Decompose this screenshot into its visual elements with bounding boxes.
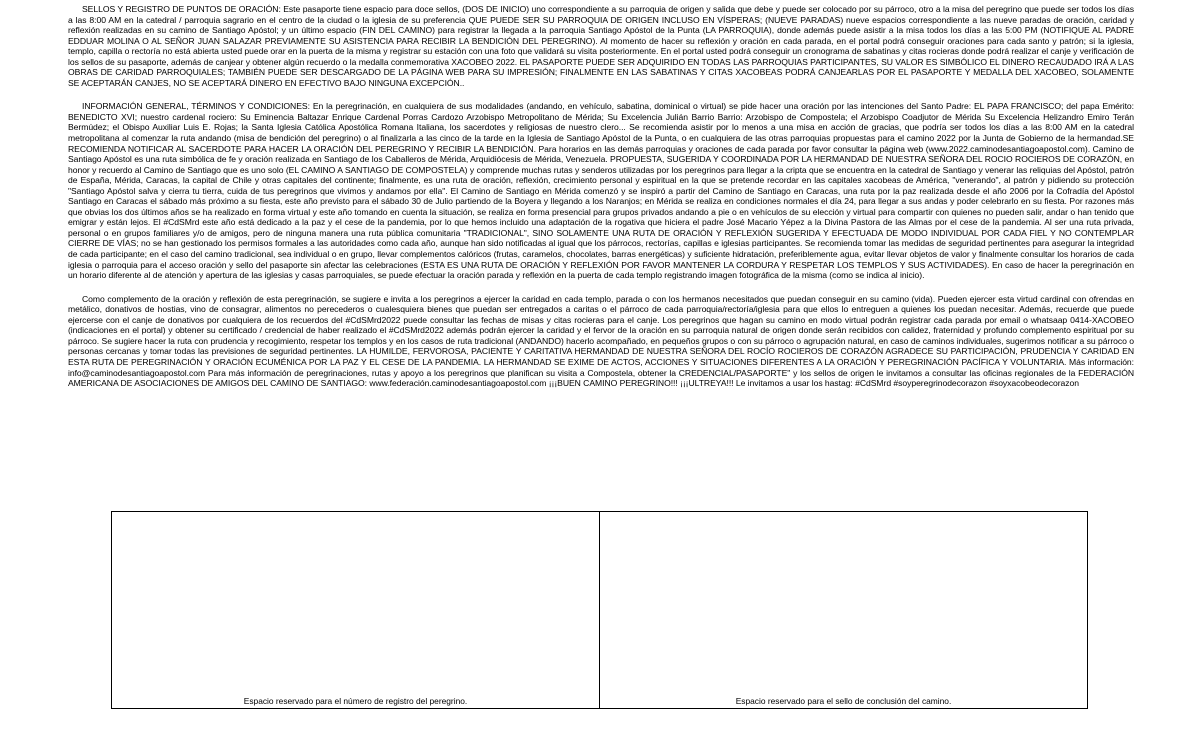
completion-stamp-box: [600, 512, 1087, 708]
registration-number-box: [112, 512, 600, 708]
reserved-boxes: [111, 511, 1088, 709]
document-body: [68, 4, 1134, 402]
paragraph-general-info: INFORMACIÓN GENERAL, TÉRMINOS Y CONDICIONES: En la peregrinación, en cualquiera de sus modalidades (andando, en vehículo, sabatina, dominical o virtual) se pide hacer una oración por las intenciones del Santo Padre: EL PAPA FRANCISCO; del papa Emérito: BENEDICTO XVI; nuestro cardenal rociero: Su Eminencia Baltazar Enrique Cardenal Porras Cardozo Arzobispo Metropolitano de Mérida; Su Excelencia Julián Barrio Barrio: Arzobispo de Compostela; el Arzobispo Coadjutor de Mérida Su Excelencia Helizandro Emiro Terán Bermúdez; el Obispo Auxiliar Luis E. Rojas; la Santa Iglesia Católica Apostólica Romana Italiana, los sacerdotes y religiosas de nuestro clero... Se recomienda asistir por lo menos a una misa en acción de gracias, que podría ser todos los días a las 8:00 AM en la catedral metropolitana al comenzar la ruta andando (misa de bendición del peregrino) o al finalizarla a las cinco de la tarde en la Iglesia de Santiago Apóstol de la Punta, o en cualquiera de las otras parroquias propuestas para el camino 2022 por la Junta de Gobierno de la hermandad.SE RECOMIENDA NOTIFICAR AL SACERDOTE PARA HACER LA ORACIÓN DEL PEREGRINO Y RECIBIR LA BENDICIÓN. Para horarios en las demás parroquias y oraciones de cada parada por favor consultar la página web (www.2022.caminodesantiagoapostol.com). Camino de Santiago Apóstol es una ruta simbólica de fe y oración realizada en Santiago de los Caballeros de Mérida, Arquidiócesis de Mérida, Venezuela. PROPUESTA, SUGERIDA Y COORDINADA POR LA HERMANDAD DE NUESTRA SEÑORA DEL ROCIO ROCIEROS DE CORAZÓN, en honor y recuerdo al Camino de Santiago que es uno solo (EL CAMINO A SANTIAGO DE COMPOSTELA) y comprende muchas rutas y senderos utilizadas por los peregrinos para llegar a la cripta que se encuentra en la catedral de Santiago y venerar las reliquias del Apóstol, patrón de España, Mérida, Caracas, la capital de Chile y otras capitales del continente; finalmente, es una ruta de oración, reflexión, crecimiento personal y espiritual en la que se pretende recordar en las capitales xacobeas de América, "venerando", al patrón y pidiendo su protección "Santiago Apóstol salva y cierra tu tierra, cuida de tus peregrinos que vivimos y andamos por ella". El Camino de Santiago en Mérida comenzó y se inspiró a partir del Camino de Santiago en Caracas, una ruta por la paz realizada desde el año 2006 por la Cofradía del Apóstol Santiago en Caracas el sábado más próximo a su fiesta, este año previsto para el sábado 30 de Julio partiendo de la Boyera y llegando a los Naranjos; en Mérida se realiza en condiciones normales el día 24, para llegar a sus andas y poder celebrarlo en su fiesta. Por razones más que obvias los dos últimos años se ha realizado en forma virtual y este año tomando en cuenta la situación, se realiza en forma presencial para grupos privados andando a pie o en vehículos de su elección y virtual para compartir con quienes no pueden salir, andar o han tenido que emigrar y están lejos. El #CdSMrd este año está dedicado a la paz y el cese de la pandemia, por lo que hemos incluido una adaptación de la rogativa que hiciera el padre José Macario Yépez a la Divina Pastora de las Almas por el cese de la pandemia. Al ser una ruta privada, personal o en grupos familiares y/o de amigos, pero de ninguna manera una ruta pública comunitaria "TRADICIONAL", SINO SOLAMENTE UNA RUTA DE ORACIÓN Y REFLEXIÓN SUGERIDA Y EFECTUADA DE MODO INDIVIDUAL POR CADA FIEL Y NO CONTEMPLAR CIERRE DE VÍAS; no se han gestionado los permisos formales a las autoridades como cada año, aunque han sido notificadas al igual que los párrocos, rectorías, capillas e iglesias participantes. Se recomienda tomar las medidas de seguridad pertinentes para asegurar la integridad de cada participante; en el caso del camino tradicional, sea individual o en grupo, llevar complementos calóricos (frutas, caramelos, chocolates, barras energéticas) y suficiente hidratación, preferiblemente agua, evitar llevar objetos de valor y finalmente consultar los horarios de cada iglesia o parroquia para el acceso oración y sello del pasaporte sin afectar las celebraciones (ESTA ES UNA RUTA DE ORACIÓN Y REFLEXIÓN POR FAVOR MANTENER LA CORDURA Y RESPETAR LOS TEMPLOS Y SUS ACTIVIDADES). En caso de hacer la peregrinación en un horario diferente al de atención y apertura de las iglesias y casas parroquiales, se puede efectuar la oración parada y reflexión en la puerta de cada templo registrando imagen fotográfica de la misma (como se indica al inicio).: [68, 101, 1134, 281]
completion-stamp-caption: Espacio reservado para el sello de conclusión del camino.: [735, 696, 952, 706]
registration-number-caption: Espacio reservado para el número de registro del peregrino.: [243, 696, 468, 706]
paragraph-charity: Como complemento de la oración y reflexión de esta peregrinación, se sugiere e invita a los peregrinos a ejercer la caridad en cada templo, parada o con los hermanos necesitados que puedan conseguir en su camino (vida). Pueden ejercer esta virtud cardinal con ofrendas en metálico, donativos de hostias, vino de consagrar, alimentos no perecederos o cualesquiera bienes que puedan ser entregados a caritas o el párroco de cada parroquia/rectoría/iglesia para que ellos lo entreguen a quienes los puedan necesitar. Además, recuerde que puede ejercerse con el canje de donativos por cualquiera de los recuerdos del #CdSMrd2022 puede consultar las fechas de misas y citas rocieras para el canje. Los peregrinos que hagan su camino en modo virtual podrán registrar cada parada por email o whatsaap 0414-XACOBEO (indicaciones en el portal) y obtener su certificado / credencial de haber realizado el #CdSMrd2022 además podrán ejercer la caridad y el fervor de la oración en su parroquia natural de origen donde serán recibidos con calidez, fraternidad y profundo complemento espiritual por su párroco. Se sugiere hacer la ruta con prudencia y recogimiento, respetar los templos y en los casos de ruta tradicional (ANDANDO) hacerlo acompañado, en pequeños grupos o con su párroco o agrupación natural, en caso de caminos individuales, sugerimos notificar a su párroco o personas cercanas y tomar todas las previsiones de seguridad pertinentes. LA HUMILDE, FERVOROSA, PACIENTE Y CARITATIVA HERMANDAD DE NUESTRA SEÑORA DEL ROCÍO ROCIEROS DE CORAZÓN AGRADECE SU PARTICIPACIÓN, PRUDENCIA Y CARIDAD EN ESTA RUTA DE PEREGRINACIÓN Y ORACIÓN ECUMÉNICA POR LA PAZ Y EL CESE DE LA PANDEMIA. LA HERMANDAD SE EXIME DE ACTOS, ACCIONES Y SITUACIONES DIFERENTES A LA ORACIÓN Y PEREGRINACIÓN PACÍFICA Y VOLUNTARIA. Más información: info@caminodesantiagoapostol.com Para más información de peregrinaciones, rutas y apoyo a los peregrinos que planifican su visita a Compostela, obtener la CREDENCIAL/PASAPORTE" y los sellos de origen le invitamos a consultar las oficinas regionales de la FEDERACIÓN AMERICANA DE ASOCIACIONES DE AMIGOS DEL CAMINO DE SANTIAGO: www.federación.caminodesantiagoapostol.com ¡¡¡BUEN CAMINO PEREGRINO!!! ¡¡¡ULTREYA!!! Le invitamos a usar los hastag: #CdSMrd #soyperegrinodecorazon #soyxacobeodecorazon: [68, 293, 1134, 389]
paragraph-stamps-registry: SELLOS Y REGISTRO DE PUNTOS DE ORACIÓN: Este pasaporte tiene espacio para doce sellos, (DOS DE INICIO) uno correspondiente a su parroquia de origen y salida que debe y puede ser colocado por su párroco, otro a la misa del peregrino que puede ser todos los días a las 8:00 AM en la catedral / parroquia sagrario en el centro de la ciudad o la iglesia de su preferencia QUE PUEDE SER SU PARROQUIA DE ORIGEN INCLUSO EN VÍSPERAS; (NUEVE PARADAS) nueve espacios correspondiente a las nueve paradas de oración, caridad y reflexión realizadas en su camino de Santiago Apóstol; y un último espacio (FIN DEL CAMINO) para registrar la llegada a la parroquia Santiago Apóstol de la Punta (LA PARROQUIA), donde además puede asistir a la misa todos los días a las 5:00 PM (NOTIFIQUE AL PADRE EDDUAR MOLINA O AL SEÑOR JUAN SALAZAR PREVIAMENTE SU ASISTENCIA PARA RECIBIR LA BENDICIÓN DEL PEREGRINO). Al momento de hacer su reflexión y oración en cada parada, en el portal podrá conseguir oraciones para cada santo y patrón; si la iglesia, templo, capilla o rectoría no está abierta usted puede orar en la puerta de la misma y registrar su estación con una foto que validará su visita posteriormente. En el portal usted podrá conseguir un cronograma de sabatinas y citas rocieras donde podrá realizar el canje y verificación de los sellos de su pasaporte, además de canjear y obtener algún recuerdo o la medalla conmemorativa XACOBEO 2022. EL PASAPORTE PUEDE SER ADQUIRIDO EN TODAS LAS PARROQUIAS PARTICIPANTES, SU VALOR ES SIMBÓLICO EL DINERO RECAUDADO IRÁ A LAS OBRAS DE CARIDAD PARROQUIALES; TAMBIÉN PUEDE SER DESCARGADO DE LA PÁGINA WEB PARA SU IMPRESIÓN; FINALMENTE EN LAS SABATINAS Y CITAS XACOBEAS PODRÁ CANJEARLAS POR EL PASAPORTE Y MEDALLA DEL XACOBEO, SOLAMENTE SE ACEPTARÁN CANJES, NO SE ACEPTARÁ DINERO EN EFECTIVO BAJO NINGUNA EXCEPCIÓN..: [68, 4, 1134, 88]
